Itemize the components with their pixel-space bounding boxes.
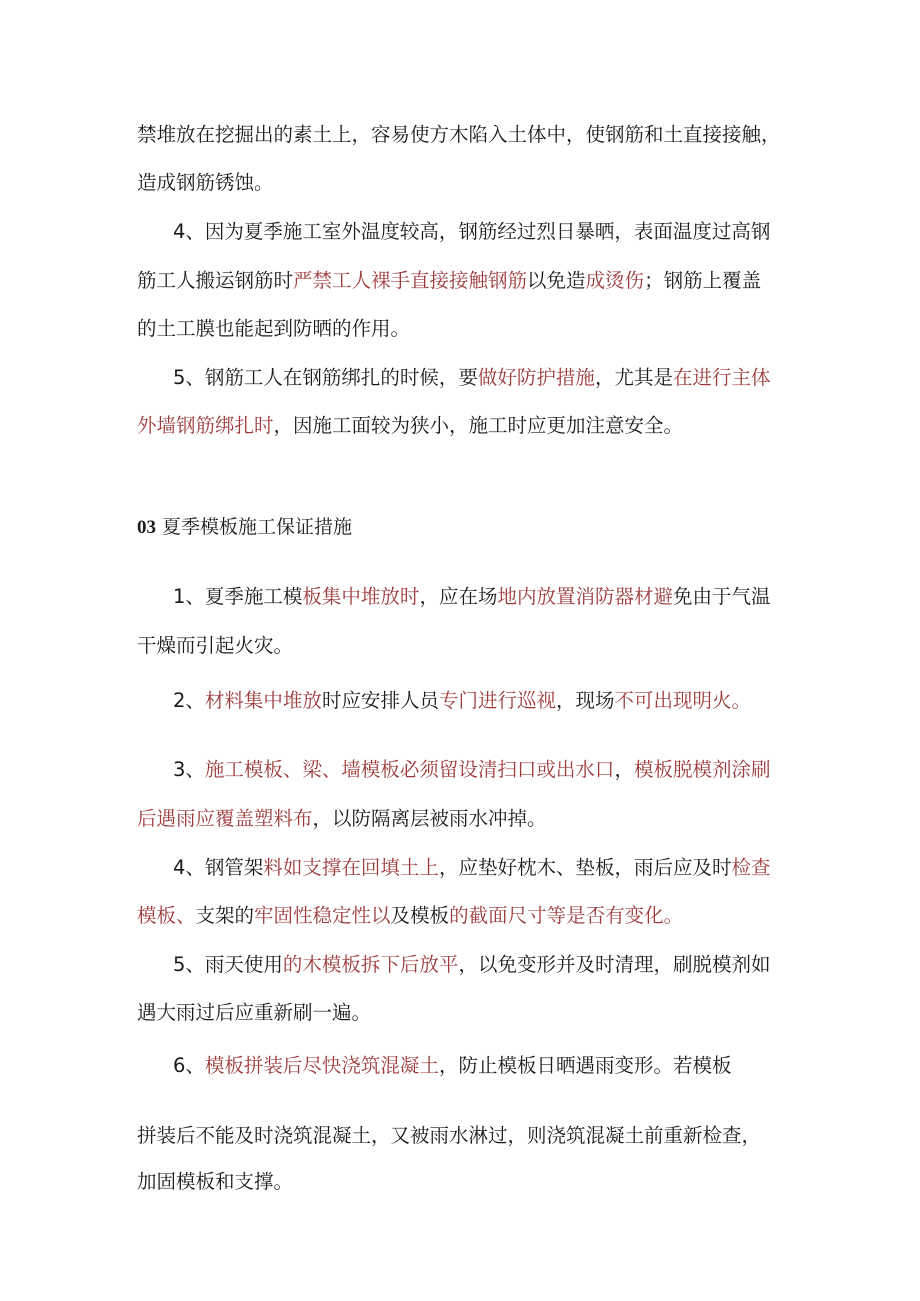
text-line — [137, 1000, 371, 1026]
text-segment: ，应垫好枕木、垫板，雨后应及时 — [438, 856, 732, 879]
text-segment: ，因施工面较为狭小，施工时应更加注意安全。 — [273, 414, 684, 437]
text-line — [137, 903, 683, 929]
text-line — [137, 122, 781, 148]
text-segment: 筋工人搬运钢筋时 — [137, 269, 294, 292]
emphasis-text: 的木模板拆下后放平 — [282, 953, 459, 976]
emphasis-text: 的截面尺寸等是否有变化。 — [449, 904, 684, 927]
emphasis-text: 严禁工人裸手直接接触钢筋 — [293, 269, 528, 292]
text-segment: 免由于气温 — [672, 585, 771, 608]
emphasis-text: 施工模板、梁、墙模板必须留设清扫口或出水口 — [204, 758, 615, 781]
text-segment: 以免造 — [527, 269, 586, 292]
emphasis-text: 不可出现明火。 — [614, 689, 751, 712]
text-segment: 3、 — [173, 758, 205, 781]
emphasis-text: 模板拼装后尽快浇筑混凝土 — [204, 1054, 439, 1077]
text-segment: 遇大雨过后应重新刷一遍。 — [137, 1001, 372, 1024]
emphasis-text: 检查 — [731, 856, 771, 879]
emphasis-text: 做好防护措施 — [477, 366, 595, 389]
text-segment: 加固模板和支撑。 — [137, 1170, 294, 1193]
text-segment: 6、 — [173, 1054, 205, 1077]
emphasis-text: 在进行主体 — [672, 366, 771, 389]
text-segment: 的土工膜也能起到防晒的作用。 — [137, 317, 411, 340]
text-line — [137, 806, 547, 832]
text-segment: 5、钢筋工人在钢筋绑扎的时候，要 — [173, 366, 478, 389]
text-segment: 时应安排人员 — [321, 689, 439, 712]
emphasis-text: 板集中堆放时 — [302, 585, 420, 608]
text-segment: 禁堆放在挖掘出的素土上，容易使方木陷入土体中，使钢筋和土直接接触， — [137, 123, 781, 146]
text-segment: 支架的 — [195, 904, 255, 927]
emphasis-text: 牢固性稳定性以 — [254, 904, 391, 927]
text-segment: 4、因为夏季施工室外温度较高，钢筋经过烈日暴晒，表面温度过高钢 — [173, 220, 771, 243]
text-segment: ， — [614, 758, 634, 781]
text-segment: 干燥而引起火灾。 — [137, 634, 294, 657]
emphasis-text: 料如支撑在回填土上 — [263, 856, 439, 879]
text-line — [173, 584, 770, 610]
emphasis-text: 模板脱模剂涂刷 — [633, 758, 771, 781]
emphasis-text: 材料集中堆放 — [204, 689, 322, 712]
emphasis-text: 模板、 — [137, 904, 196, 927]
text-segment: ，防止模板日晒遇雨变形。若模板 — [438, 1054, 732, 1077]
text-line — [137, 268, 761, 294]
text-line — [173, 219, 770, 245]
text-line — [137, 413, 683, 439]
text-line — [137, 316, 410, 342]
text-segment: 拼装后不能及时浇筑混凝土，又被雨水淋过，则浇筑混凝土前重新检查， — [137, 1124, 762, 1147]
text-line — [173, 365, 770, 391]
text-line — [173, 855, 770, 881]
text-line — [137, 633, 293, 659]
text-segment: ，现场 — [555, 689, 615, 712]
text-line — [137, 1169, 293, 1195]
emphasis-text: 专门进行巡视 — [438, 689, 556, 712]
text-segment: ，以防隔离层被雨水冲掉。 — [312, 807, 547, 830]
text-line — [173, 1053, 731, 1079]
section-title: 夏季模板施工保证措施 — [156, 516, 353, 538]
text-segment: 1、夏季施工模 — [173, 585, 303, 608]
text-line — [173, 757, 770, 783]
text-segment: ，应在场 — [419, 585, 498, 608]
emphasis-text: 后遇雨应覆盖塑料布 — [137, 807, 313, 830]
text-segment: ，以免变形并及时清理，刷脱模剂如 — [458, 953, 771, 976]
text-segment: 及模板 — [390, 904, 450, 927]
text-line — [137, 1123, 761, 1149]
emphasis-text: 外墙钢筋绑扎时 — [137, 414, 274, 437]
text-segment: ；钢筋上覆盖 — [644, 269, 762, 292]
text-segment: 2、 — [173, 689, 205, 712]
text-line — [173, 952, 770, 978]
section-number: 03 — [137, 517, 156, 538]
text-segment: 造成钢筋锈蚀。 — [137, 171, 274, 194]
section-heading — [137, 514, 352, 541]
text-segment: ，尤其是 — [594, 366, 673, 389]
text-segment: 5、雨天使用 — [173, 953, 283, 976]
emphasis-text: 成烫伤 — [585, 269, 645, 292]
text-line — [173, 688, 751, 714]
text-line — [137, 170, 274, 196]
emphasis-text: 地内放置消防器材避 — [497, 585, 673, 608]
text-segment: 4、钢管架 — [173, 856, 264, 879]
